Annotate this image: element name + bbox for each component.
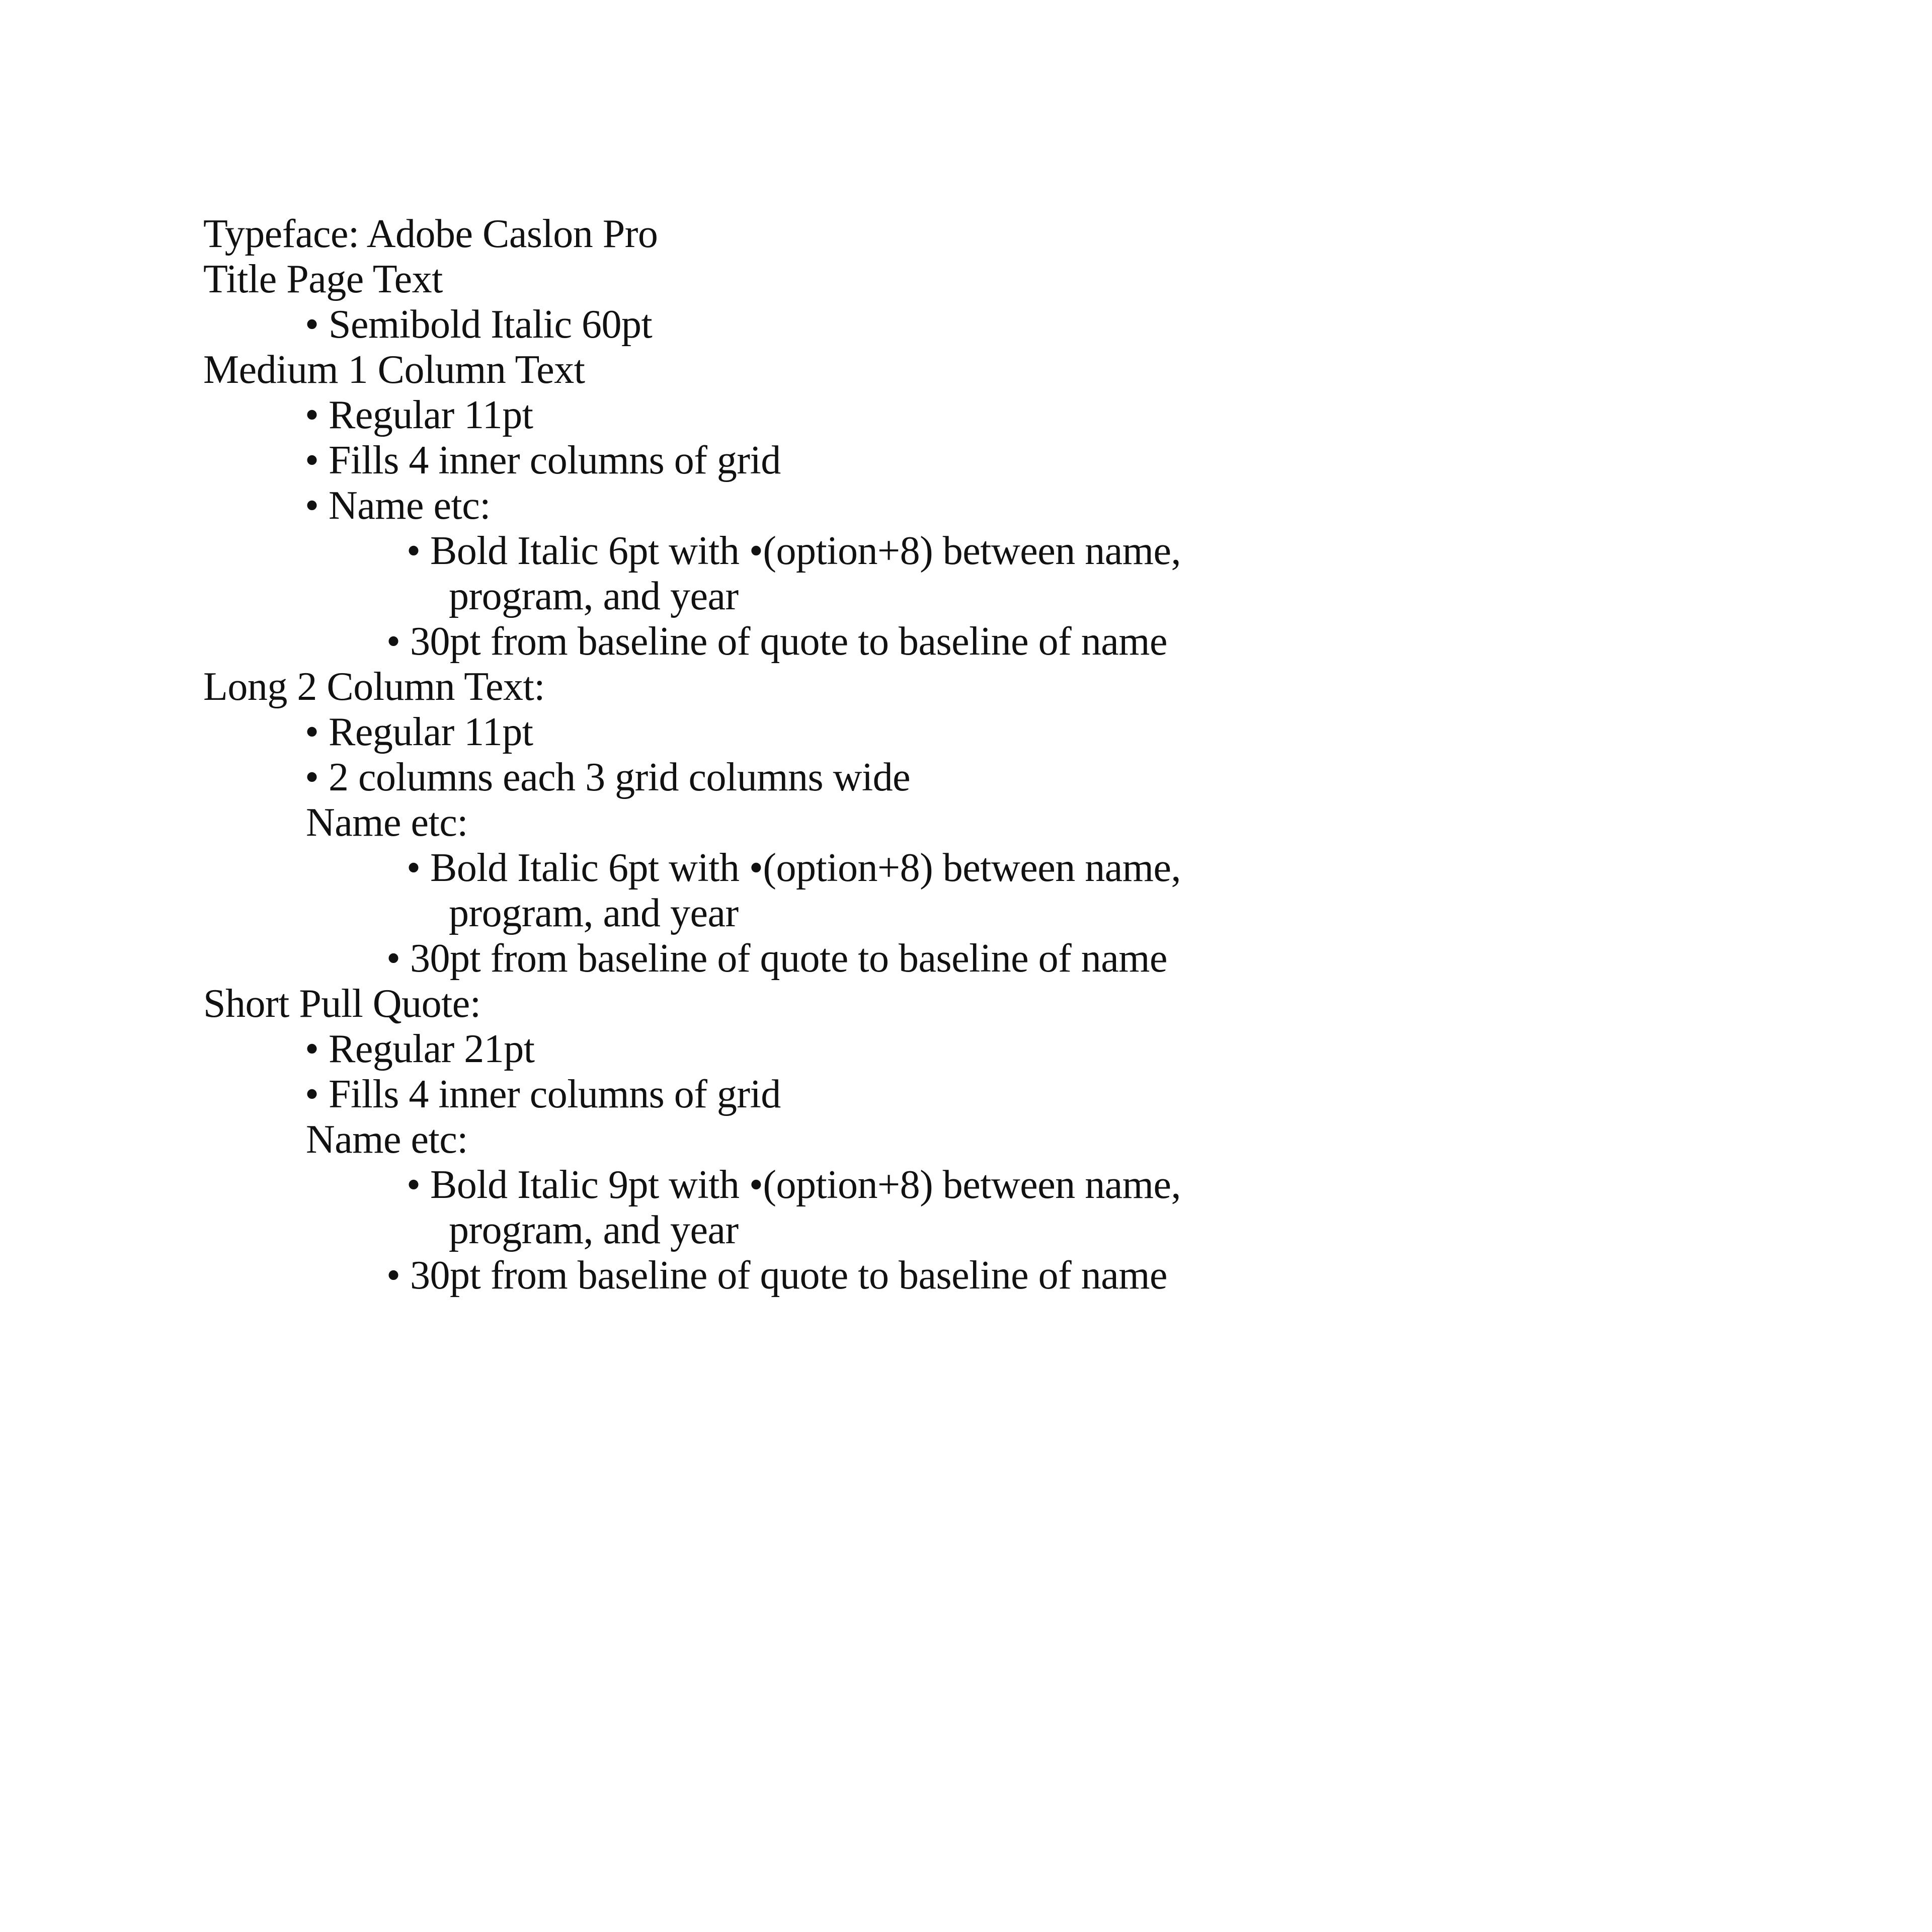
list-item [305,709,533,755]
bullet-icon: • [305,438,329,482]
list-item [386,619,1167,664]
list-item [407,845,1181,891]
list-item [305,1026,534,1072]
list-item-text: Bold Italic 6pt with •(option+8) between name, [430,529,1181,573]
name-label-text: Name etc: [306,800,468,845]
list-item-text: 30pt from baseline of quote to baseline of name [410,1253,1167,1298]
bullet-icon: • [407,1163,431,1207]
bullet-icon: • [386,1253,411,1298]
bullet-icon: • [305,710,329,754]
list-item [407,1162,1181,1208]
list-item-text: Bold Italic 6pt with •(option+8) between name, [430,846,1181,890]
bullet-icon: • [407,846,431,890]
heading-text: Medium 1 Column Text [203,348,585,392]
list-item-text: program, and year [449,891,739,935]
section-heading-pull-quote [203,981,481,1026]
section-heading-long-column [203,664,545,709]
list-item [386,936,1167,981]
list-item [305,483,491,528]
heading-text: Short Pull Quote: [203,982,481,1026]
list-item-text: Regular 11pt [329,710,533,754]
typeface-text: Typeface: Adobe Caslon Pro [203,212,658,256]
list-item [407,528,1181,574]
bullet-icon: • [305,393,329,437]
list-item-text: 30pt from baseline of quote to baseline of name [410,619,1167,664]
bullet-icon: • [305,484,329,528]
name-label [306,800,468,845]
heading-text: Long 2 Column Text: [203,665,545,709]
section-heading-title-page [203,257,443,302]
list-item-text: Fills 4 inner columns of grid [329,1072,781,1116]
bullet-icon: • [407,529,431,573]
section-heading-medium-column [203,347,585,392]
bullet-icon: • [305,755,329,799]
list-item-continuation [449,891,739,936]
list-item [305,438,781,483]
list-item-text: Bold Italic 9pt with •(option+8) between name, [430,1163,1181,1207]
list-item [305,755,910,800]
typeface-line [203,211,658,257]
list-item-continuation [449,574,739,619]
list-item-text: Regular 11pt [329,393,533,437]
bullet-icon: • [386,619,411,664]
list-item [305,392,533,438]
name-label [306,1117,468,1162]
name-label-text: Name etc: [306,1117,468,1162]
bullet-icon: • [305,1072,329,1116]
list-item-text: program, and year [449,574,739,618]
list-item-text: program, and year [449,1208,739,1252]
list-item-text: 2 columns each 3 grid columns wide [329,755,911,799]
list-item-text: Regular 21pt [329,1027,535,1071]
list-item [305,302,652,347]
bullet-icon: • [305,1027,329,1071]
heading-text: Title Page Text [203,257,443,301]
list-item-text: Semibold Italic 60pt [329,302,653,347]
list-item-text: Name etc: [329,484,491,528]
list-item-text: 30pt from baseline of quote to baseline of name [410,936,1167,981]
list-item [305,1072,781,1117]
list-item-continuation [449,1208,739,1253]
list-item-text: Fills 4 inner columns of grid [329,438,781,482]
bullet-icon: • [305,302,329,347]
bullet-icon: • [386,936,411,981]
list-item [386,1253,1167,1298]
